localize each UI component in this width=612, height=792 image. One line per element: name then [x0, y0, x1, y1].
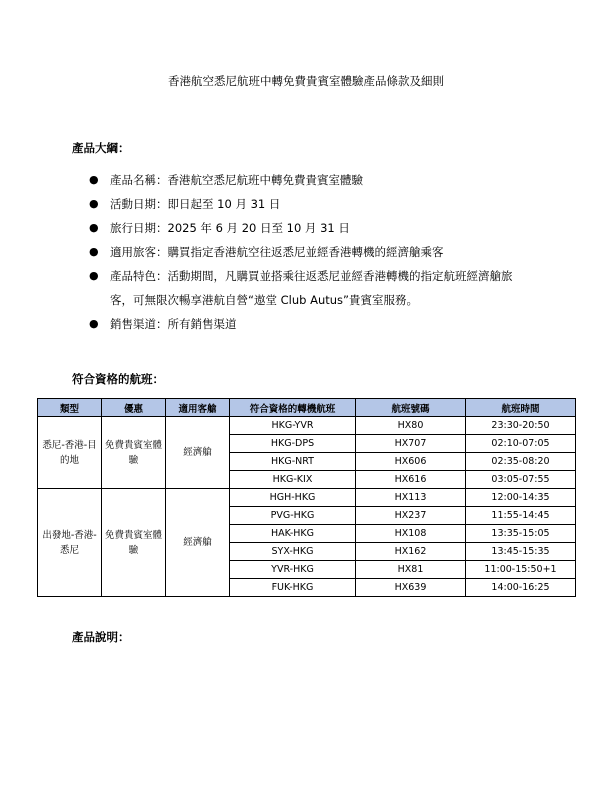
route-cell: HKG-DPS [230, 435, 356, 453]
flight-number-cell: HX639 [356, 579, 466, 597]
route-cell: YVR-HKG [230, 561, 356, 579]
route-cell: SYX-HKG [230, 543, 356, 561]
group-offer-cell: 免費貴賓室體驗 [102, 417, 166, 489]
flight-time-cell: 23:30-20:50 [466, 417, 576, 435]
flight-time-cell: 11:00-15:50+1 [466, 561, 576, 579]
bullet-icon: ● [89, 221, 99, 234]
header-flight-number: 航班號碼 [356, 399, 466, 417]
flight-number-cell: HX237 [356, 507, 466, 525]
route-cell: FUK-HKG [230, 579, 356, 597]
route-cell: HKG-KIX [230, 471, 356, 489]
flights-table [37, 398, 576, 597]
route-cell: HAK-HKG [230, 525, 356, 543]
flight-number-cell: HX707 [356, 435, 466, 453]
table-header-row [38, 399, 576, 417]
outline-item-text: 產品名稱：香港航空悉尼航班中轉免費貴賓室體驗 [110, 173, 363, 187]
outline-item-sales-channel [72, 312, 542, 336]
outline-item-text: 活動日期：即日起至 10 月 31 日 [110, 197, 281, 211]
flight-number-cell: HX80 [356, 417, 466, 435]
header-cabin: 適用客艙 [166, 399, 230, 417]
outline-heading: 產品大綱： [72, 141, 130, 155]
flights-heading: 符合資格的航班： [72, 372, 164, 386]
outline-item-campaign-date [72, 192, 542, 216]
group-cabin-cell: 經濟艙 [166, 417, 230, 489]
flight-time-cell: 02:35-08:20 [466, 453, 576, 471]
outline-item-text: 旅行日期：2025 年 6 月 20 日至 10 月 31 日 [110, 221, 350, 235]
flight-number-cell: HX81 [356, 561, 466, 579]
bullet-icon: ● [89, 245, 99, 258]
flight-number-cell: HX113 [356, 489, 466, 507]
bullet-icon: ● [89, 197, 99, 210]
flight-number-cell: HX108 [356, 525, 466, 543]
group-type-cell: 悉尼-香港-目的地 [38, 417, 102, 489]
outline-list [72, 168, 542, 336]
header-flight-time: 航班時間 [466, 399, 576, 417]
flight-time-cell: 02:10-07:05 [466, 435, 576, 453]
bullet-icon: ● [89, 173, 99, 186]
outline-item-eligible-passengers [72, 240, 542, 264]
flight-time-cell: 13:35-15:05 [466, 525, 576, 543]
header-route: 符合資格的轉機航班 [230, 399, 356, 417]
table-row [38, 417, 576, 435]
group-cabin-cell: 經濟艙 [166, 489, 230, 597]
outline-item-features [72, 264, 542, 312]
route-cell: HGH-HKG [230, 489, 356, 507]
route-cell: HKG-YVR [230, 417, 356, 435]
group-offer-cell: 免費貴賓室體驗 [102, 489, 166, 597]
group-type-cell: 出發地-香港-悉尼 [38, 489, 102, 597]
description-heading: 產品說明： [72, 630, 130, 644]
flight-time-cell: 03:05-07:55 [466, 471, 576, 489]
table-row [38, 489, 576, 507]
flight-number-cell: HX162 [356, 543, 466, 561]
bullet-icon: ● [89, 317, 99, 330]
route-cell: PVG-HKG [230, 507, 356, 525]
outline-item-travel-date [72, 216, 542, 240]
flight-time-cell: 14:00-16:25 [466, 579, 576, 597]
outline-item-text: 產品特色：活動期間，凡購買並搭乘往返悉尼並經香港轉機的指定航班經濟艙旅 [110, 269, 513, 283]
outline-item-product-name [72, 168, 542, 192]
outline-item-continuation: 客，可無限次暢享港航自營“遨堂 Club Autus”貴賓室服務。 [110, 293, 418, 307]
flight-number-cell: HX616 [356, 471, 466, 489]
header-type: 類型 [38, 399, 102, 417]
flight-time-cell: 11:55-14:45 [466, 507, 576, 525]
flight-time-cell: 12:00-14:35 [466, 489, 576, 507]
flight-time-cell: 13:45-15:35 [466, 543, 576, 561]
header-offer: 優惠 [102, 399, 166, 417]
route-cell: HKG-NRT [230, 453, 356, 471]
flight-number-cell: HX606 [356, 453, 466, 471]
outline-item-text: 銷售渠道：所有銷售渠道 [110, 317, 237, 331]
document-title: 香港航空悉尼航班中轉免費貴賓室體驗產品條款及細則 [168, 74, 444, 88]
outline-item-text: 適用旅客：購買指定香港航空往返悉尼並經香港轉機的經濟艙乘客 [110, 245, 444, 259]
bullet-icon: ● [89, 269, 99, 282]
